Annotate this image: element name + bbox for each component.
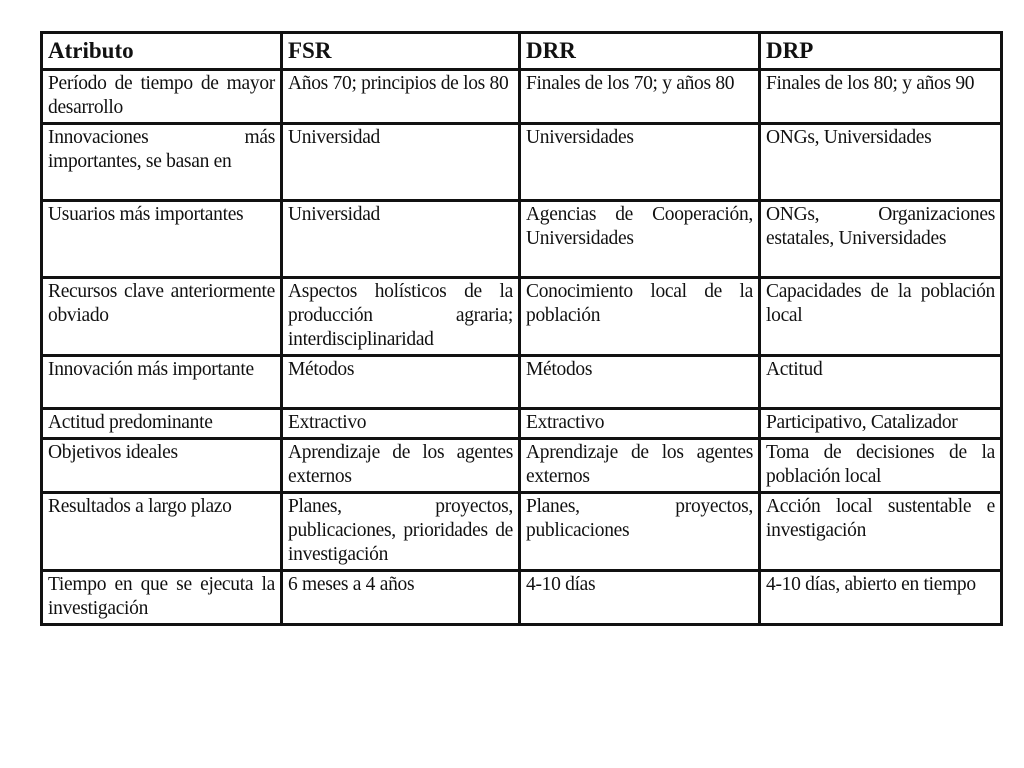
cell-drr: Métodos [520, 356, 760, 409]
cell-drr: Extractivo [520, 409, 760, 439]
table-row [42, 201, 1002, 278]
cell-drr: Aprendizaje de los agentes externos [520, 439, 760, 493]
cell-drp: Participativo, Catalizador [760, 409, 1002, 439]
comparison-table [40, 31, 1003, 626]
cell-drr: Planes, proyectos, publicaciones [520, 493, 760, 571]
table-row [42, 409, 1002, 439]
cell-drr: Universidades [520, 124, 760, 201]
cell-drr: Finales de los 70; y años 80 [520, 70, 760, 124]
cell-fsr: Aspectos holísticos de la producción agraria; interdisciplinaridad [282, 278, 520, 356]
cell-atributo: Usuarios más importantes [42, 201, 282, 278]
cell-drr: Agencias de Cooperación, Universidades [520, 201, 760, 278]
cell-drp: Finales de los 80; y años 90 [760, 70, 1002, 124]
cell-fsr: Universidad [282, 201, 520, 278]
cell-atributo: Objetivos ideales [42, 439, 282, 493]
cell-atributo: Recursos clave anteriormente obviado [42, 278, 282, 356]
cell-fsr: Universidad [282, 124, 520, 201]
cell-fsr: Extractivo [282, 409, 520, 439]
table-row [42, 439, 1002, 493]
cell-fsr: 6 meses a 4 años [282, 571, 520, 625]
header-atributo: Atributo [42, 33, 282, 70]
cell-fsr: Métodos [282, 356, 520, 409]
cell-drp: Capacidades de la población local [760, 278, 1002, 356]
header-row [42, 33, 1002, 70]
cell-drp: Actitud [760, 356, 1002, 409]
cell-atributo: Resultados a largo plazo [42, 493, 282, 571]
cell-fsr: Años 70; principios de los 80 [282, 70, 520, 124]
cell-fsr: Aprendizaje de los agentes externos [282, 439, 520, 493]
cell-drp: ONGs, Organizaciones estatales, Universidades [760, 201, 1002, 278]
cell-drp: ONGs, Universidades [760, 124, 1002, 201]
cell-drr: Conocimiento local de la población [520, 278, 760, 356]
cell-atributo: Tiempo en que se ejecuta la investigación [42, 571, 282, 625]
table-row [42, 356, 1002, 409]
table-row [42, 70, 1002, 124]
header-drp: DRP [760, 33, 1002, 70]
cell-atributo: Innovaciones más importantes, se basan en [42, 124, 282, 201]
cell-atributo: Actitud predominante [42, 409, 282, 439]
table-row [42, 278, 1002, 356]
table-row [42, 571, 1002, 625]
cell-drr: 4-10 días [520, 571, 760, 625]
cell-drp: Acción local sustentable e investigación [760, 493, 1002, 571]
header-fsr: FSR [282, 33, 520, 70]
header-drr: DRR [520, 33, 760, 70]
table-row [42, 493, 1002, 571]
cell-atributo: Innovación más importante [42, 356, 282, 409]
cell-atributo: Período de tiempo de mayor desarrollo [42, 70, 282, 124]
cell-fsr: Planes, proyectos, publicaciones, prioridades de investigación [282, 493, 520, 571]
table-row [42, 124, 1002, 201]
cell-drp: 4-10 días, abierto en tiempo [760, 571, 1002, 625]
cell-drp: Toma de decisiones de la población local [760, 439, 1002, 493]
